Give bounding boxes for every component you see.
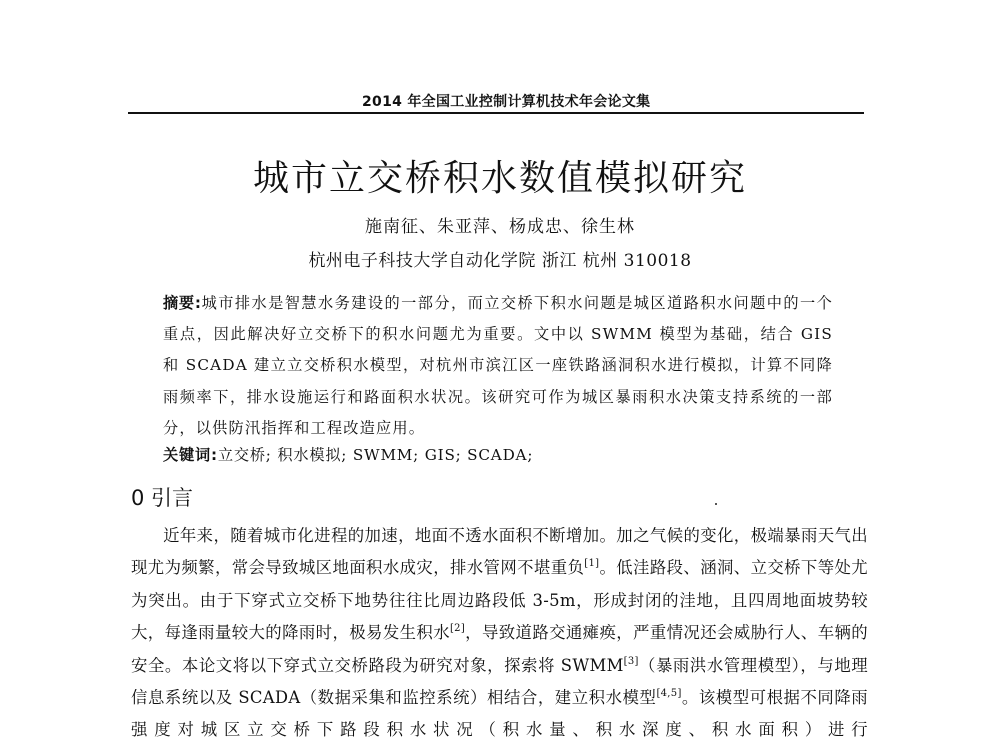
abstract bbox=[163, 288, 833, 444]
abstract-label: 摘要: bbox=[163, 294, 202, 312]
body-paragraph bbox=[131, 520, 868, 747]
keywords-text: 立交桥; 积水模拟; SWMM; GIS; SCADA; bbox=[217, 446, 534, 464]
running-header: 2014 年全国工业控制计算机技术年会论文集 bbox=[362, 94, 651, 110]
affiliation: 杭州电子科技大学自动化学院 浙江 杭州 310018 bbox=[308, 251, 692, 271]
abstract-text: 城市排水是智慧水务建设的一部分，而立交桥下积水问题是城区道路积水问题中的一个重点，因此解决好立交桥下的积水问题尤为重要。文中以 SWMM 模型为基础，结合 GIS 和 SCADA 建立立交桥积水模型，对杭州市滨江区一座铁路涵洞积水进行模拟，计算不同降雨频率下，排水设施运行和路面积水状况。该研究可作为城区暴雨积水决策支持系统的一部分，以供防汛指挥和工程改造应用。 bbox=[163, 294, 833, 437]
citation-2: [2] bbox=[449, 623, 466, 635]
citation-4: [4,5] bbox=[656, 688, 682, 700]
section-heading: 0 引言 bbox=[131, 486, 194, 510]
keywords-label: 关键词: bbox=[163, 446, 218, 464]
body-text-2: 。低洼路段、涵洞、立交桥下等处尤为突出。由于下穿式立交桥下地势往往比周边路段低 3-5m，形成封闭的洼地，且四周地面坡势较大，每逢雨量较大的降雨时，极易发生积水 bbox=[131, 558, 868, 643]
keywords bbox=[163, 444, 833, 465]
author-list: 施南征、朱亚萍、杨成忠、徐生林 bbox=[365, 217, 635, 237]
body-text-3: ，导致道路交通瘫痪，严重情况还会威胁行人、车辆的安全。本论文将以下穿式立交桥路段为研究对象，探索将 SWMM bbox=[131, 623, 868, 675]
citation-1: [1] bbox=[584, 558, 600, 570]
citation-3: [3] bbox=[623, 655, 639, 667]
paper-title: 城市立交桥积水数值模拟研究 bbox=[252, 158, 747, 199]
scan-speck bbox=[715, 503, 717, 505]
body-text-5: 。该模型可根据不同降雨强度对城区立交桥下路段积水状况（积水量、积水深度、积水面积）进行 bbox=[131, 688, 868, 740]
body-text-4: （暴雨洪水管理模型），与地理信息系统以及 SCADA（数据采集和监控系统）相结合，建立积水模型 bbox=[131, 655, 868, 708]
header-rule bbox=[128, 112, 864, 114]
body-text-1: 近年来，随着城市化进程的加速，地面不透水面积不断增加。加之气候的变化，极端暴雨天气出现尤为频繁，常会导致城区地面积水成灾，排水管网不堪重负 bbox=[131, 526, 868, 578]
